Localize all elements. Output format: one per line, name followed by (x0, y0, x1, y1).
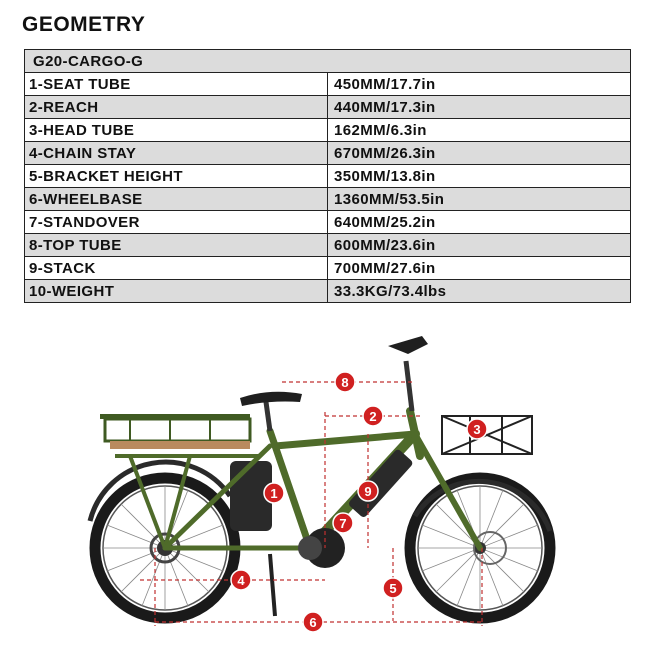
spec-name: 3-HEAD TUBE (25, 119, 328, 142)
svg-text:2: 2 (369, 409, 377, 424)
handlebar (388, 336, 428, 354)
spec-name: 7-STANDOVER (25, 211, 328, 234)
spec-name: 10-WEIGHT (25, 280, 328, 303)
spec-name: 1-SEAT TUBE (25, 73, 328, 96)
marker-1 (264, 483, 284, 503)
svg-text:4: 4 (237, 573, 245, 588)
marker-9 (358, 481, 378, 501)
spec-value: 670MM/26.3in (328, 142, 631, 165)
svg-text:5: 5 (389, 581, 397, 596)
spec-name: 9-STACK (25, 257, 328, 280)
svg-text:9: 9 (364, 484, 372, 499)
stem (406, 361, 412, 411)
spec-value: 450MM/17.7in (328, 73, 631, 96)
spec-value: 700MM/27.6in (328, 257, 631, 280)
downtube-battery (347, 448, 414, 518)
bike-illustration (70, 316, 590, 646)
spec-value: 1360MM/53.5in (328, 188, 631, 211)
marker-4 (231, 570, 251, 590)
bike-diagram (70, 316, 590, 646)
table-row (25, 188, 631, 211)
geometry-table (24, 49, 631, 303)
spec-value: 440MM/17.3in (328, 96, 631, 119)
chainring (298, 536, 322, 560)
svg-text:3: 3 (473, 422, 481, 437)
marker-2 (363, 406, 383, 426)
marker-5 (383, 578, 403, 598)
table-row-model (25, 50, 631, 73)
seat-post (266, 402, 270, 431)
spec-value: 640MM/25.2in (328, 211, 631, 234)
svg-text:1: 1 (270, 486, 278, 501)
front-basket (442, 416, 532, 454)
saddle (240, 392, 302, 406)
page-title: GEOMETRY (22, 13, 146, 36)
spec-value: 33.3KG/73.4lbs (328, 280, 631, 303)
svg-text:8: 8 (341, 375, 349, 390)
spec-value: 600MM/23.6in (328, 234, 631, 257)
spec-name: 6-WHEELBASE (25, 188, 328, 211)
model-name: G20-CARGO-G (25, 50, 631, 73)
marker-3 (467, 419, 487, 439)
table-row (25, 73, 631, 96)
kickstand (270, 554, 275, 616)
spec-name: 2-REACH (25, 96, 328, 119)
table-row (25, 280, 631, 303)
svg-text:6: 6 (309, 615, 317, 630)
marker-8 (335, 372, 355, 392)
spec-name: 5-BRACKET HEIGHT (25, 165, 328, 188)
table-row (25, 165, 631, 188)
table-row (25, 96, 631, 119)
spec-name: 8-TOP TUBE (25, 234, 328, 257)
svg-text:7: 7 (339, 516, 347, 531)
spec-value: 350MM/13.8in (328, 165, 631, 188)
spec-value: 162MM/6.3in (328, 119, 631, 142)
table-row (25, 257, 631, 280)
marker-6 (303, 612, 323, 632)
spec-name: 4-CHAIN STAY (25, 142, 328, 165)
table-row (25, 142, 631, 165)
table-row (25, 211, 631, 234)
table-row (25, 234, 631, 257)
table-row (25, 119, 631, 142)
marker-7 (333, 513, 353, 533)
